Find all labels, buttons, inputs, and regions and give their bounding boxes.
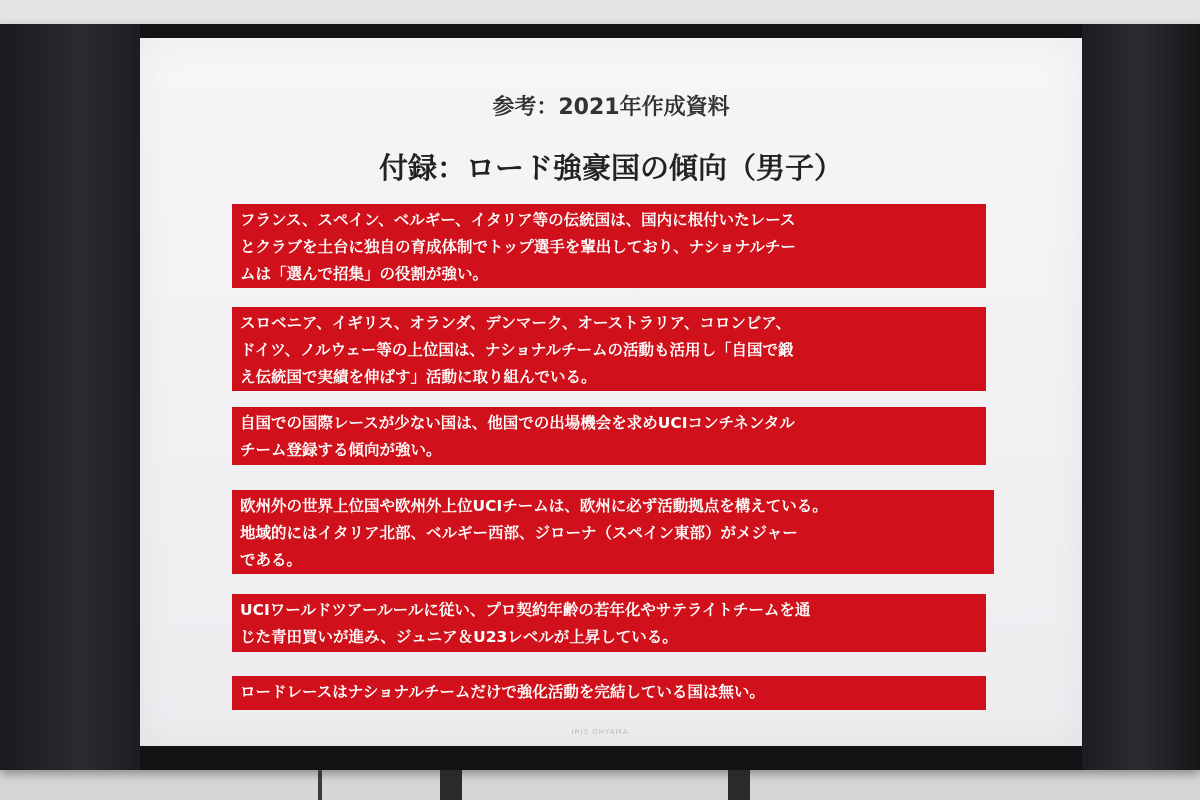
list-item: 自国での国際レースが少ない国は、他国での出場機会を求めUCIコンチネンタル チーム登録する傾向が強い。 [232, 407, 986, 465]
monitor-bezel-left [0, 24, 140, 770]
slide-subtitle: 参考：2021年作成資料 [492, 95, 730, 120]
monitor-bezel-right [1082, 24, 1200, 770]
monitor-stand-leg-right [728, 770, 750, 800]
list-item: フランス、スペイン、ベルギー、イタリア等の伝統国は、国内に根付いたレース とクラブを土台に独自の育成体制でトップ選手を輩出しており、ナショナルチー ムは「選んで招集」の役割が強い。 [232, 204, 986, 288]
monitor-stand-leg-left [440, 770, 462, 800]
monitor [0, 24, 1200, 770]
monitor-cable [318, 770, 322, 800]
slide-title: 付録：ロード強豪国の傾向（男子） [378, 151, 843, 185]
slide-screen [140, 38, 1082, 746]
list-item: UCIワールドツアールールに従い、プロ契約年齢の若年化やサテライトチームを通 じた青田買いが進み、ジュニア＆U23レベルが上昇している。 [232, 594, 986, 652]
list-item: 欧州外の世界上位国や欧州外上位UCIチームは、欧州に必ず活動拠点を構えている。 地域的にはイタリア北部、ベルギー西部、ジローナ（スペイン東部）がメジャー である。 [232, 490, 994, 574]
list-item: ロードレースはナショナルチームだけで強化活動を完結している国は無い。 [232, 676, 986, 710]
list-item: スロベニア、イギリス、オランダ、デンマーク、オーストラリア、コロンビア、 ドイツ、ノルウェー等の上位国は、ナショナルチームの活動も活用し「自国で鍛 え伝統国で実績を伸ばす」活動に取り組んでいる。 [232, 307, 986, 391]
monitor-brand-logo: IRIS OHYAMA [571, 728, 629, 736]
